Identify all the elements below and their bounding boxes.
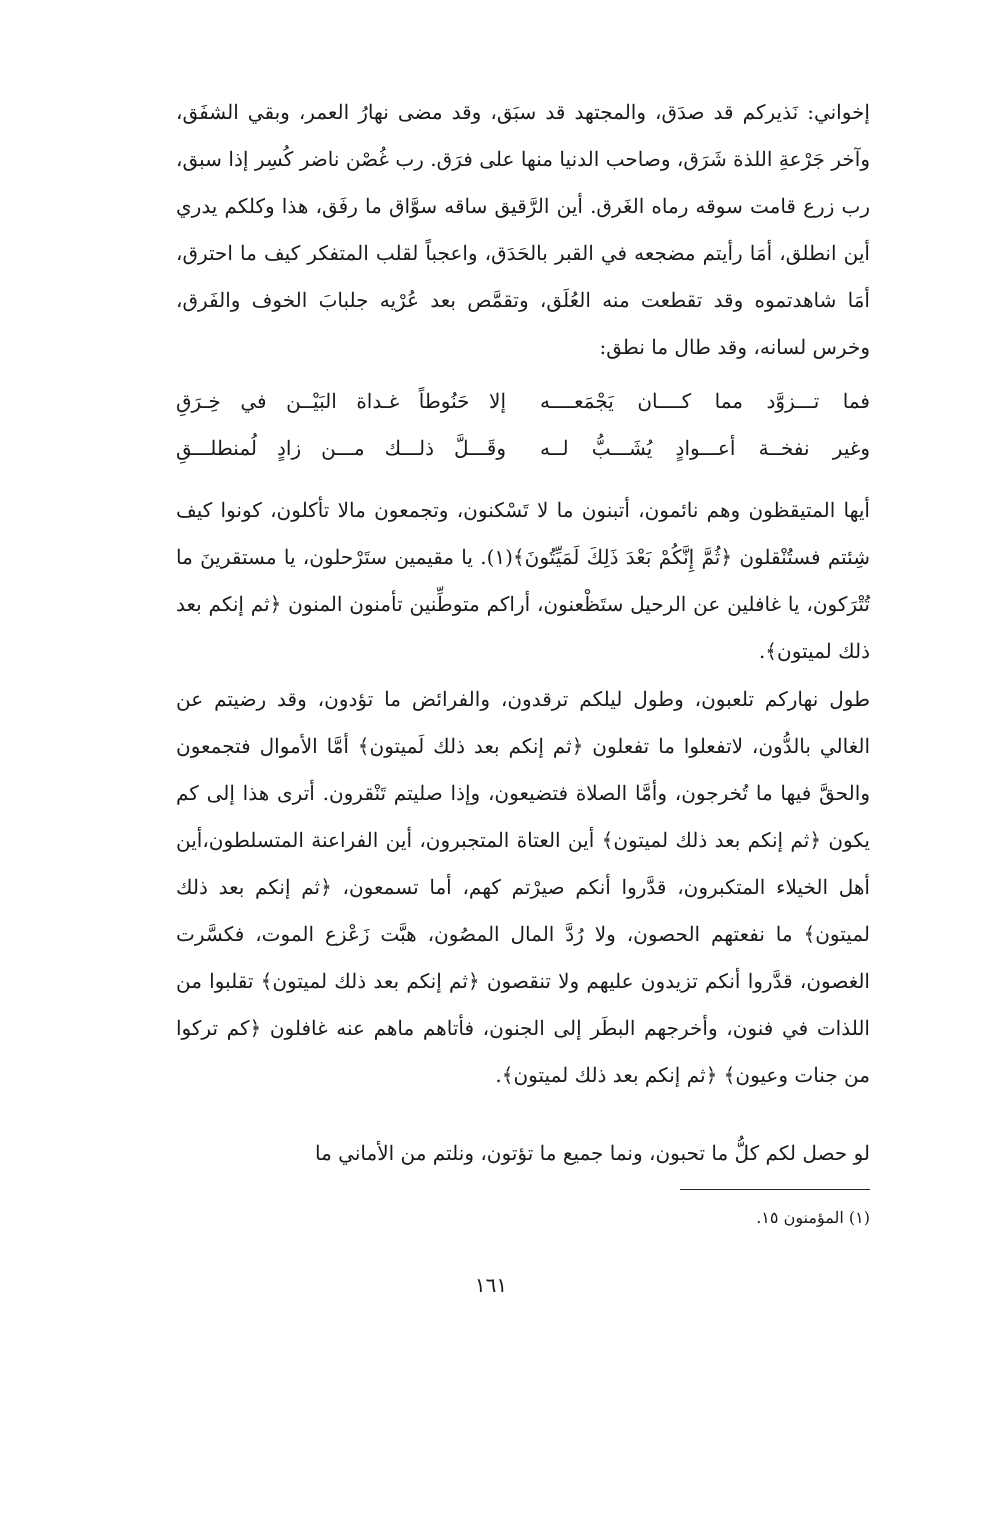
paragraph-1: إخواني: نَذيركم قد صدَق، والمجتهد قد سبَق، وقد مضى نهارُ العمر، وبقي الشفَق، وآخر جَرْعةِ اللذة شَرَق، وصاحب الدنيا منها على فرَق. رب غُصْن ناضر كُسِر إذا سبق، رب زرع قامت سوقه رماه الغَرق. أين الرَّقيق ساقه سوَّاق ما رفَق، هذا وكلكم يدري أين انطلق، أمَا رأيتم مضجعه في القبر بالحَدَق، واعجباً لقلب المتفكر كيف ما احترق، أمَا شاهدتموه وقد تقطعت منه العُلَق، وتقمَّص بعد عُرْيه جلبابَ الخوف والفَرق، وخرس لسانه، وقد طال ما نطق: — [176, 100, 870, 359]
poem-verse — [176, 378, 870, 472]
verse-line-2-second-hemistich: وقَـــلَّ ذلـــك مـــن زادٍ لُمنطلـــقِ — [176, 436, 506, 460]
verse-line-1-second-hemistich: إلا حَنُوطاً غـداة البَيْــن في خِـرَقِ — [176, 389, 506, 413]
verse-line-1-first-hemistich: فما تـــزوَّد مما كــــان يَجْمَعــــه — [540, 389, 870, 413]
footnote-divider — [680, 1189, 870, 1190]
page-number: ١٦١ — [474, 1273, 508, 1297]
footnote: (١) المؤمنون ١٥. — [756, 1208, 870, 1227]
verse-line-2 — [176, 425, 870, 472]
paragraph-4: لو حصل لكم كلُّ ما تحبون، ونما جميع ما تؤتون، ونلتم من الأماني ما — [314, 1141, 870, 1165]
paragraph-2: أيها المتيقظون وهم نائمون، أتبنون ما لا تَسْكنون، وتجمعون مالا تأكلون، كونوا كيف شِئتم فستُنْقلون ﴿ثُمَّ إِنَّكُمْ بَعْدَ ذَلِكَ لَمَيِّتُونَ﴾(١). يا مقيمين ستَرْحلون، يا مستقرينَ ما تُتْرَكون، يا غافلين عن الرحيل ستَظْعنون، أراكم متوطِّنين تأمنون المنون ﴿ثم إنكم بعد ذلك لميتون﴾. — [176, 498, 870, 663]
verse-line-1 — [176, 378, 870, 425]
verse-line-2-first-hemistich: وغير نفخــة أعـــوادٍ يُشَـــبُّ لــه — [540, 436, 870, 460]
paragraph-3: طول نهاركم تلعبون، وطول ليلكم ترقدون، والفرائض ما تؤدون، وقد رضيتم عن الغالي بالدُّون، لاتفعلوا ما تفعلون ﴿ثم إنكم بعد ذلك لَميتون﴾ أمَّا الأموال فتجمعون والحقَّ فيها ما تُخرجون، وأمَّا الصلاة فتضيعون، وإذا صليتم تَنْقرون. أترى هذا إلى كم يكون ﴿ثم إنكم بعد ذلك لميتون﴾ أين العتاة المتجبرون، أين الفراعنة المتسلطون،أين أهل الخيلاء المتكبرون، قدَّروا أنكم صيرْتم كهم، أما تسمعون، ﴿ثم إنكم بعد ذلك لميتون﴾ ما نفعتهم الحصون، ولا رُدَّ المال المصُون، هبَّت زَعْزع الموت، فكسَّرت الغصون، قدَّروا أنكم تزيدون عليهم ولا تنقصون ﴿ثم إنكم بعد ذلك لميتون﴾ تقلبوا من اللذات في فنون، وأخرجهم البطَر إلى الجنون، فأتاهم ماهم عنه غافلون ﴿كم تركوا من جنات وعيون﴾ ﴿ثم إنكم بعد ذلك لميتون﴾. — [176, 687, 870, 1087]
